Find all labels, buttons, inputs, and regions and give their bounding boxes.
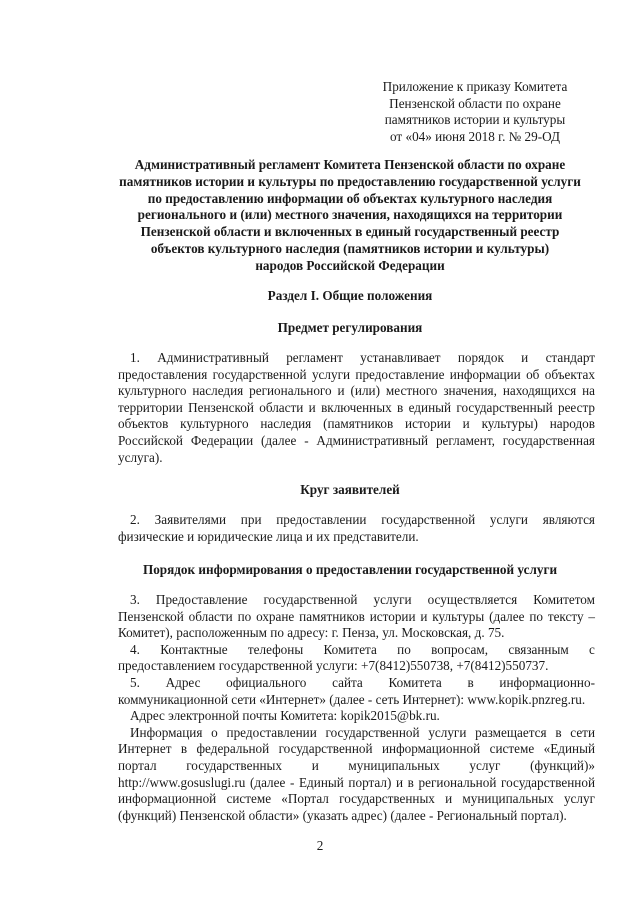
word: муниципальных <box>348 757 440 773</box>
paragraph-3 <box>118 592 595 824</box>
title-line: регионального и (или) местного значения, находящихся на территории <box>137 207 563 223</box>
word: по <box>397 641 411 657</box>
word: телефоны <box>247 641 304 657</box>
paragraph-line: коммуникационной сети «Интернет» (далее - сеть Интернет): www.kopik.pnzreg.ru. <box>118 691 586 707</box>
paragraph-line: Информация о предоставлении государственной услуги размещается в сети <box>130 724 595 740</box>
appendix-line: Приложение к приказу Комитета <box>382 79 568 94</box>
word: информационно- <box>499 674 595 690</box>
word: портал <box>118 757 157 773</box>
paragraph-line: предоставления государственной услуги предоставление информации об объектах <box>118 366 595 382</box>
paragraph-5-first-line <box>118 675 595 692</box>
paragraph-line: Пензенской области по охране памятников истории и культуры (далее по тексту – <box>118 608 595 624</box>
paragraph-line: Российской Федерации (далее - Административный регламент, государственная <box>118 432 595 448</box>
word: 4. <box>130 641 140 657</box>
word: сайта <box>332 674 363 690</box>
paragraph-line: http://www.gosuslugi.ru (далее - Единый портал) и в региональной государственной <box>118 774 595 790</box>
word: Комитета <box>388 674 442 690</box>
paragraph-4-first-line <box>118 642 595 659</box>
paragraph-line: объектов культурного наследия (памятников истории и культуры) народов <box>118 416 595 432</box>
title-line: объектов культурного наследия (памятников истории и культуры) <box>150 240 550 256</box>
paragraph-line: 2. Заявителями при предоставлении государственной услуги являются <box>130 512 595 527</box>
paragraph-line: культурного наследия регионального и (или) местного значения, находящихся на <box>118 383 595 399</box>
title-line: памятников истории и культуры по предоставлению государственной услуги <box>119 173 581 189</box>
paragraph-line: услуга). <box>118 449 163 465</box>
word: услуг <box>469 757 501 773</box>
word: Контактные <box>160 641 228 657</box>
word: (функций)» <box>530 757 595 773</box>
appendix-note <box>340 79 610 145</box>
paragraph-line: информационной системе «Портал государственных и муниципальных услуг <box>118 791 595 807</box>
word: и <box>311 757 319 773</box>
page-number: 2 <box>316 838 324 853</box>
title-line: народов Российской Федерации <box>255 257 445 273</box>
paragraph-line: 3. Предоставление государственной услуги осуществляется Комитетом <box>130 592 595 607</box>
word: государственных <box>186 757 283 773</box>
subsection-heading-applicants: Круг заявителей <box>300 482 400 497</box>
word: вопросам, <box>431 641 488 657</box>
title-line: по предоставлению информации об объектах культурного наследия <box>147 190 553 206</box>
paragraph-line: 1. Административный регламент устанавливает порядок и стандарт <box>130 350 595 365</box>
email-line: Адрес электронной почты Комитета: kopik2015@bk.ru. <box>130 708 440 724</box>
paragraph-1 <box>118 350 595 466</box>
word: с <box>589 641 595 657</box>
document-title <box>105 157 595 275</box>
word: в <box>467 674 474 690</box>
subsection-heading-info: Порядок информирования о предоставлении государственной услуги <box>142 562 558 577</box>
paragraph-line: предоставлением государственной услуги: +7(8412)550738, +7(8412)550737. <box>118 658 549 674</box>
section-heading: Раздел I. Общие положения <box>267 288 433 303</box>
paragraph-line: физические и юридические лица и их представители. <box>118 528 419 544</box>
paragraph-line: (функций) Пензенской области» (указать адрес) (далее - Региональный портал). <box>118 807 567 823</box>
appendix-line: памятников истории и культуры <box>384 112 566 127</box>
paragraph-line: территории Пензенской области и включенных в единый государственный реестр <box>118 399 595 415</box>
paragraph-6-third-line <box>118 758 595 775</box>
appendix-line: от «04» июня 2018 г. № 29-ОД <box>390 128 560 144</box>
word: связанным <box>508 641 569 657</box>
title-line: Пензенской области и включенных в единый государственный реестр <box>140 224 560 240</box>
word: Адрес <box>165 674 201 690</box>
paragraph-line: Интернет в федеральной государственной информационной системе «Единый <box>118 741 595 757</box>
word: 5. <box>130 674 140 690</box>
word: Комитета <box>323 641 377 657</box>
title-line: Административный регламент Комитета Пензенской области по охране <box>134 157 566 172</box>
paragraph-2 <box>118 512 595 545</box>
paragraph-line: Комитет), расположенным по адресу: г. Пенза, ул. Московская, д. 75. <box>118 625 505 641</box>
subsection-heading-subject: Предмет регулирования <box>277 320 423 335</box>
appendix-line: Пензенской области по охране <box>389 95 561 111</box>
word: официального <box>226 674 307 690</box>
